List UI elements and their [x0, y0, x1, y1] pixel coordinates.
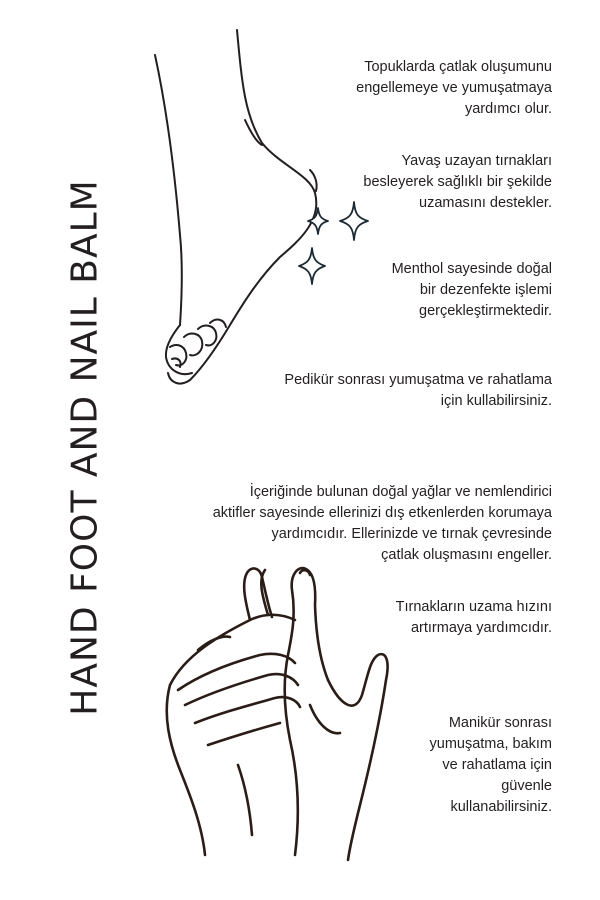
text-line: kullanabilirsiniz. — [450, 799, 552, 815]
product-title-text: HAND FOOT AND NAIL BALM — [64, 179, 106, 716]
product-title — [55, 155, 115, 740]
sparkle-icon — [306, 206, 330, 236]
foot-benefit-nails — [363, 151, 552, 214]
foot-benefit-pedicure — [284, 370, 552, 412]
sparkle-icon — [297, 246, 327, 286]
text-line: Tırnakların uzama hızını — [395, 599, 552, 615]
hands-illustration-icon — [150, 555, 400, 865]
hand-benefit-nail-growth — [396, 597, 552, 639]
text-line: Yavaş uzayan tırnakları — [401, 153, 552, 169]
text-line: çatlak oluşmasını engeller. — [381, 547, 552, 563]
text-line: için kullabilirsiniz. — [440, 393, 552, 409]
text-line: yardımcı olur. — [464, 101, 552, 117]
text-line: yumuşatma, bakım — [429, 736, 552, 752]
hand-benefit-protection — [213, 482, 552, 566]
text-line: uzamasını destekler. — [419, 195, 552, 211]
text-line: güvenle — [501, 778, 552, 794]
text-line: bir dezenfekte işlemi — [419, 282, 552, 298]
foot-benefit-menthol — [392, 259, 552, 322]
hand-benefit-manicure — [430, 713, 553, 818]
text-line: Manikür sonrası — [448, 715, 552, 731]
text-line: aktifler sayesinde ellerinizi dış etkenlerden korumaya — [212, 505, 552, 521]
text-line: engellemeye ve yumuşatmaya — [356, 80, 552, 96]
foot-benefit-heel — [356, 57, 552, 120]
text-line: Pedikür sonrası yumuşatma ve rahatlama — [284, 372, 552, 388]
foot-illustration-icon — [150, 25, 350, 385]
text-line: artırmaya yardımcıdır. — [410, 620, 552, 636]
text-line: Menthol sayesinde doğal — [391, 261, 552, 277]
text-line: Topuklarda çatlak oluşumunu — [364, 59, 552, 75]
text-line: besleyerek sağlıklı bir şekilde — [363, 174, 552, 190]
text-line: yardımcıdır. Ellerinizde ve tırnak çevresinde — [271, 526, 552, 542]
text-line: İçeriğinde bulunan doğal yağlar ve nemlendirici — [249, 484, 552, 500]
text-line: ve rahatlama için — [442, 757, 552, 773]
text-line: gerçekleştirmektedir. — [419, 303, 552, 319]
